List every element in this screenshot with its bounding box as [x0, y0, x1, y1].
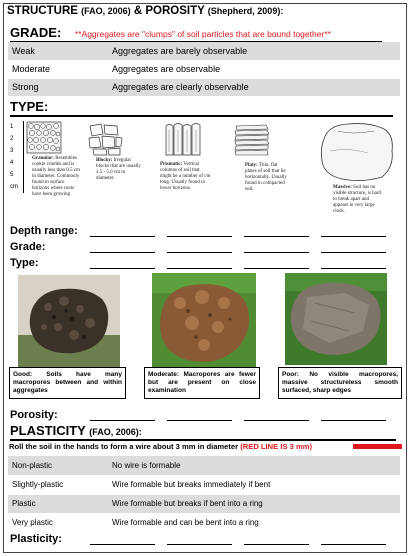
- plasticity-desc-cell: Wire formable but breaks if bent into a ring: [108, 494, 400, 513]
- page-title: [7, 5, 283, 17]
- type-field-label: Type:: [10, 257, 39, 269]
- plasticity-instruction-text: Roll the soil in the hands to form a wire about 3 mm in diameter: [9, 442, 239, 451]
- table-row: [8, 78, 400, 96]
- platy-caption: [245, 163, 289, 193]
- platy-illustration: [232, 122, 272, 158]
- massive-caption: [333, 185, 383, 215]
- massive-name: Massive:: [333, 185, 352, 190]
- table-row: [8, 60, 400, 78]
- type-heading: TYPE:: [10, 99, 393, 117]
- porosity-blank[interactable]: [321, 420, 386, 421]
- prismatic-illustration: [163, 122, 203, 158]
- plasticity-heading-label: PLASTICITY: [10, 423, 86, 438]
- type-blank[interactable]: [90, 268, 155, 269]
- granular-illustration: [26, 121, 62, 154]
- soil-photo-moderate: [152, 273, 256, 376]
- granular-desc: Resembles cookie crumbs and is usually less than 0.5 cm in diameter. Commonly found in surface horizons where roots have been growing: [32, 156, 80, 197]
- porosity-blank[interactable]: [244, 420, 309, 421]
- grade-heading: [10, 25, 382, 43]
- platy-desc: Thin, flat plates of soil that lie horizontally. Usually found in compacted soil.: [245, 163, 287, 192]
- porosity-blank[interactable]: [90, 420, 155, 421]
- grade-desc-cell: Aggregates are clearly observable: [108, 78, 400, 96]
- ruler-tick: 4: [10, 160, 14, 166]
- massive-illustration: [318, 121, 398, 183]
- plasticity-instruction: [9, 442, 312, 451]
- soil-photo-poor: [285, 273, 387, 370]
- porosity-caption-moderate: Moderate: Macropores are fewer but are present on close examination: [144, 367, 260, 399]
- grade-table: [8, 42, 400, 97]
- plasticity-class-cell: Slightly-plastic: [8, 475, 108, 494]
- table-row: [8, 494, 400, 513]
- plasticity-blank[interactable]: [90, 544, 155, 545]
- grade-blank[interactable]: [244, 252, 309, 253]
- red-line-3mm: [353, 444, 402, 449]
- porosity-ref: (Shepherd, 2009):: [207, 6, 284, 16]
- depth-blank[interactable]: [167, 236, 232, 237]
- red-line-note: (RED LINE IS 3 mm): [240, 442, 312, 451]
- depth-blank[interactable]: [321, 236, 386, 237]
- plasticity-blank[interactable]: [244, 544, 309, 545]
- ruler-tick: 1: [10, 124, 14, 130]
- type-blank[interactable]: [167, 268, 232, 269]
- prismatic-name: Prismatic:: [160, 162, 183, 167]
- grade-cell: Strong: [8, 78, 108, 96]
- table-row: [8, 475, 400, 494]
- porosity-blank[interactable]: [167, 420, 232, 421]
- ruler-tick: 3: [10, 148, 14, 154]
- table-row: [8, 456, 400, 475]
- grade-cell: Weak: [8, 42, 108, 60]
- granular-name: Granular:: [32, 156, 54, 161]
- structure-word: STRUCTURE: [7, 5, 78, 17]
- plasticity-ref: (FAO, 2006):: [89, 427, 142, 437]
- porosity-field-label: Porosity:: [10, 409, 58, 421]
- plasticity-desc-cell: Wire formable and can be bent into a ring: [108, 513, 400, 532]
- blocky-caption: [96, 158, 142, 182]
- plasticity-blank[interactable]: [321, 544, 386, 545]
- ampersand: &: [133, 5, 143, 17]
- grade-cell: Moderate: [8, 60, 108, 78]
- plasticity-table: [8, 456, 400, 533]
- ruler-tick: cm: [10, 184, 18, 190]
- soil-photo-good: [18, 275, 120, 376]
- grade-blank[interactable]: [167, 252, 232, 253]
- blocky-name: Blocky:: [96, 158, 113, 163]
- depth-blank[interactable]: [244, 236, 309, 237]
- porosity-caption-good: Good: Soils have many macropores between and within aggregates: [9, 367, 126, 399]
- grade-blank[interactable]: [321, 252, 386, 253]
- grade-blank[interactable]: [90, 252, 155, 253]
- massive-desc: Soil has no visible structure, is hard to break apart and appears in very large clods.: [333, 185, 382, 214]
- depth-range-label: Depth range:: [10, 225, 78, 237]
- plasticity-class-cell: Plastic: [8, 494, 108, 513]
- porosity-caption-poor: Poor: No visible macropores, massive structureless smooth surfaced, sharp edges: [278, 367, 402, 399]
- plasticity-desc-cell: Wire formable but breaks immediately if bent: [108, 475, 400, 494]
- plasticity-desc-cell: No wire is formable: [108, 456, 400, 475]
- granular-caption: [32, 156, 82, 198]
- plasticity-heading: [10, 423, 396, 441]
- blocky-illustration: [87, 122, 123, 156]
- depth-blank[interactable]: [90, 236, 155, 237]
- prismatic-caption: [160, 162, 212, 192]
- table-row: [8, 513, 400, 532]
- grade-field-label: Grade:: [10, 241, 46, 253]
- type-blank[interactable]: [321, 268, 386, 269]
- cm-ruler: [10, 121, 24, 193]
- grade-desc-cell: Aggregates are observable: [108, 60, 400, 78]
- platy-name: Platy:: [245, 163, 258, 168]
- blocky-desc: Irregular blocks that are usually 1.5 - 5.0 cm in diameter.: [96, 158, 141, 181]
- prismatic-desc: Vertical columns of soil that might be a number of cm long. Usually found in lower horizons.: [160, 162, 211, 191]
- table-row: [8, 42, 400, 60]
- grade-desc-cell: Aggregates are barely observable: [108, 42, 400, 60]
- plasticity-blank[interactable]: [167, 544, 232, 545]
- plasticity-class-cell: Very plastic: [8, 513, 108, 532]
- plasticity-class-cell: Non-plastic: [8, 456, 108, 475]
- structure-ref: (FAO, 2006): [81, 6, 131, 16]
- ruler-tick: 2: [10, 136, 14, 142]
- porosity-word: POROSITY: [145, 5, 205, 17]
- type-blank[interactable]: [244, 268, 309, 269]
- grade-heading-label: GRADE:: [10, 25, 62, 40]
- plasticity-field-label: Plasticity:: [10, 533, 62, 545]
- ruler-tick: 5: [10, 172, 14, 178]
- grade-note: **Aggregates are "clumps" of soil particles that are bound together**: [74, 29, 331, 39]
